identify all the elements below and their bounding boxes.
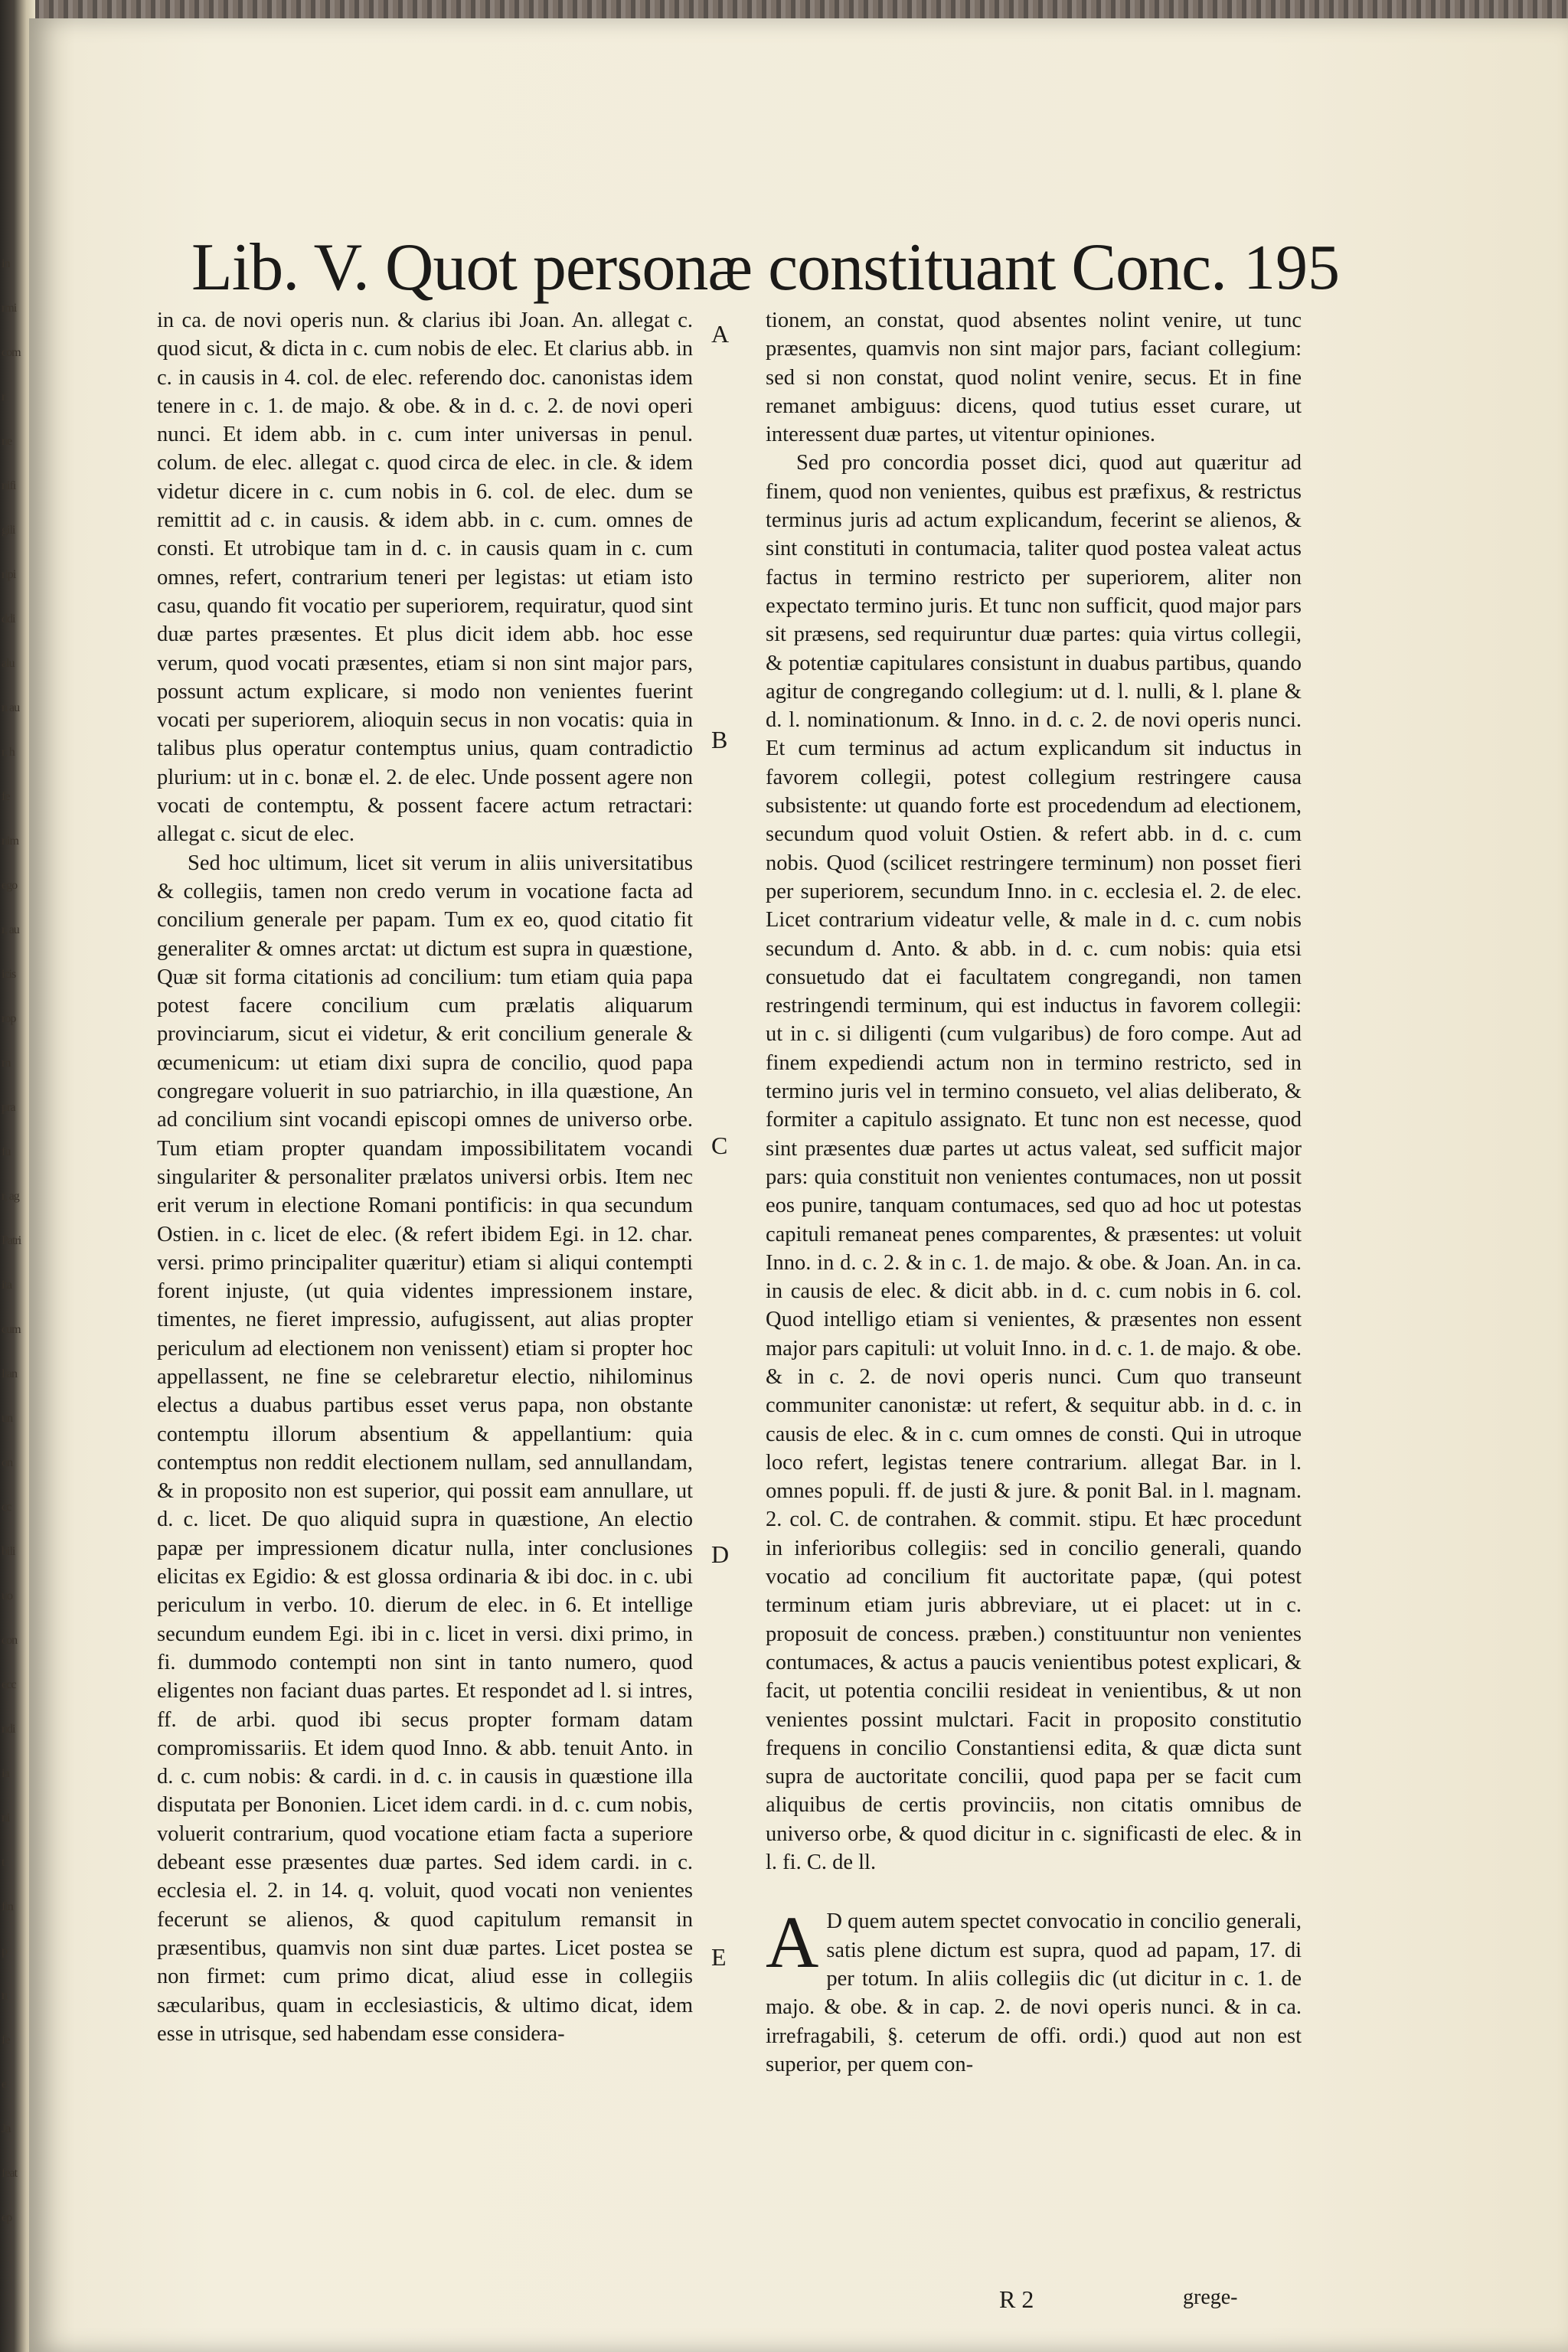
facing-page-fragment: un (2, 1412, 12, 1425)
facing-page-fragment: m (2, 1057, 13, 1070)
facing-page-fragment: t (2, 1856, 5, 1869)
facing-page-fragment: in (2, 257, 10, 270)
facing-page-fragment: feat (2, 2167, 17, 2180)
facing-page-fragment: lian (2, 1367, 17, 1380)
facing-page-fragment: r, au (2, 923, 19, 936)
facing-page-fragment: n (2, 1989, 7, 2002)
facing-page-fragment: nifi (2, 479, 16, 492)
facing-page-fragment: ne (2, 435, 12, 448)
facing-page-fragment: uo (2, 1589, 12, 1602)
facing-page-fragment: rop (2, 1012, 16, 1025)
catchword: grege- (1183, 2285, 1238, 2309)
facing-page-fragment: fe (2, 790, 10, 803)
margin-letter-c: C (711, 1132, 728, 1159)
facing-page-fragment: r (2, 390, 5, 403)
facing-page-fragment: n au (2, 701, 20, 714)
left-text-column (157, 306, 693, 2048)
paragraph: tionem, an constat, quod absentes nolint venire, ut tunc præsentes, quamvis non sint major pars, faciant collegium: sed si non constat, quod nolint venire, secus. Et in fine remanet ambiguus: dicens, quod tutius esset curare, ut interessent duæ partes, ut vitentur opiniones. (766, 309, 1302, 447)
facing-page-fragment: ego (2, 879, 18, 892)
facing-page-fragment: ecc (2, 1678, 16, 1691)
running-title: Lib. V. Quot personæ constituant Conc. (191, 230, 1227, 305)
facing-page-fragment: p (2, 1945, 7, 1958)
facing-page-fragment: r, ag (2, 1190, 19, 1203)
facing-page-fragment: fin (2, 1900, 13, 1913)
facing-page-fragment: com (2, 346, 21, 359)
section-paragraph-text: D quem autem spectet convocatio in concilio generali, satis plene dictum est supra, quod ad papam, 17. di per totum. In aliis collegiis dic (ut dicitur in c. 1. de majo. & obe. & in cap. 2. de novi operis nunci. & in ca. irrefragabili, §. ceterum de offi. ordi.) quod aut non est superior, per quem con- (766, 1909, 1302, 2076)
facing-page-fragment: r, h (2, 746, 15, 759)
facing-page-fragment: fu (2, 1145, 11, 1158)
paragraph: Sed hoc ultimum, licet sit verum in aliis universitatibus & collegiis, tamen non credo verum in vocatione facta ad concilium generale per papam. Tum ex eo, quod citatio fit generaliter & omnes arctat: ut dictum est supra in quæstione, Quæ sit forma citationis ad concilium: tum etiam quia papa potest facere concilium cum prælatis aliquarum provinciarum, sicut ei videtur, & erit concilium generale & œcumenicum: ut etiam dixi supra de concilio, quod papa congregare voluerit in suo patriarchio, in illa quæstione, An ad concilium sint vocandi episcopi omnes de universo orbe. Tum etiam propter quandam impossibilitatem vocandi singulariter & personaliter prælatos universi orbis. Item nec erit verum in electione Romani pontificis: in qua secundum Ostien. in c. licet de elec. (& refert ibidem Egi. in 12. char. versi. primo principaliter quæritur) etiam si aliqui contempti forent injuste, (ut quia videntes impressionem instare, timentes, ne fieret impressio, aufugissent, aut alias propter periculum ad electionem non venissent) etiam si propter hoc appellassent, ne fine se celebraretur electio, nihilominus electus a duabus partibus esset verus papa, non obstante contemptu illorum absentium & appellantium: quia contemptus non reddit electionem nullam, sed annullandam, & in proposito non est superior, qui possit eam annullare, ut d. c. licet. De quo aliquid supra in quæstione, An electio papæ per impressionem dicatur nulla, inter conclusiones elicitas ex Egidio: & est glossa ordinaria & ibi doc. in c. ubi periculum in verbo. 10. dierum de elec. in 6. Et intellige secundum eundem Egi. ibi in c. licet in versi. dixi primo, in fi. dummodo contempti non sint in tanto numero, quod eligentes non faciant duas partes. Et respondet ad l. si intres, ff. de arbi. quod ibi secus propter formam datam compromissariis. Et idem quod Inno. & abb. tenuit Anto. in d. c. cum nobis: & cardi. in d. c. in causis in quæstione illa disputata per Bononien. Licet idem cardi. in d. c. cum nobis, voluerit contrarium, quod vocatione etiam facta a superiore debeant esse præsentes duæ partes. Sed idem cardi. in c. ecclesia el. 2. in 14. q. voluit, quod vocati non venientes fecerunt se alienos, & quod capitulum remansit in præsentibus, quamvis non sint duæ partes. Licet postea se non firmet: cum primo dicat, aliud esse in collegiis sæcularibus, quam in ecclesiasticis, & ultimo dicat, idem esse in utrisque, sed habendam esse considera- (157, 851, 693, 2046)
facing-page-fragment: cc (2, 1501, 11, 1514)
signature-mark: R 2 (999, 2285, 1034, 2313)
paragraph: Sed pro concordia posset dici, quod aut quæritur ad finem, quod non venientes, quibus est præfixus, & restrictus terminus juris ad actum explicandum, fecerint se alienos, & sint constituti in contumacia, taliter quod postea valeat actus factus in termino restricto per superiorem, aliter non expectato termino juris. Et tunc non sufficit, quod major pars sit præsens, sed requiruntur duæ partes: quia virtus collegii, & potentiæ capitulares consistunt in duabus partibus, quando agitur de congregando collegium: ut d. l. nulli, & l. plane & d. l. nominationum. & Inno. in d. c. 2. de novi operis nunci. Et cum terminus ad actum explicandum sit inductus in favorem collegii, potest collegium restringere causa subsistente: ut quando forte est procedendum ad electionem, secundum quod voluit Ostien. & refert abb. in d. c. cum nobis. Quod (scilicet restringere terminum) non posset fieri per superiorem, secundum Inno. in c. ecclesia el. 2. de elec. Licet contrarium videatur velle, & male in d. c. cum nobis secundum d. Anto. & abb. in d. c. cum nobis: quia etsi consuetudo dat ei facultatem congregandi, non tamen restringendi terminum, qui est inductus in favorem collegii: ut in c. si diligenti (cum vulgaribus) de foro compe. Aut ad finem expediendi actum non in termino restricto, sed in termino juris vel in termino consueto, vel alias deliberato, & formiter a capitulo assignato. Et tunc non est necesse, quod sint præsentes duæ partes ut actus valeat, sed sufficit major pars: quia constituit non venientes contumaces, non ut possit eos punire, tanquam contumaces, sed quo ad hoc ut potestas capituli remaneat penes comparentes, & præsentes: ut voluit Inno. in d. c. 2. & in c. 1. de majo. & obe. & Joan. An. in ca. in causis de elec. & dicit abb. in d. c. cum nobis in 6. col. Quod intelligo etiam si venientes, & præsentes non essent major pars capituli: ut voluit Inno. in d. c. 1. de majo. & obe. & in c. 2. de novi operis nunci. Cum quo transeunt communiter canonistæ: ut refert, & sequitur abb. in d. c. in causis de elec. & in c. cum omnes de consti. Qui in utroque loco refert, legistas tenere contrarium. allegat Bar. in l. omnes populi. ff. de justi & jure. & ponit Bal. in l. magnam. 2. col. C. de contrahen. & commit. stipu. Et hæc procedunt in inferioribus collegiis: sed in concilio generali, quando vocatio ad concilium fit auctoritate papæ, (qui potest terminum etiam juris abbreviare, ut ei placet: ut in c. proposuit de concess. præben.) constituuntur non venientes contumaces, & actus a paucis venientibus potest explicari, & facit, ut potentia concilii resideat in venientibus, & ut non venientes possint mulctari. Facit in proposito constitutio frequens in concilio Constantiensi edita, & quæ dicta sunt supra de auctoritate concilii, quod papa per se facit cum aliquibus de certis provinciis, non citatis omnibus de universo orbe, & quod dicitur in c. significasti de elec. & in l. fi. C. de ll. (766, 451, 1302, 1875)
facing-page-fragment: pra (2, 1101, 15, 1114)
section-paragraph (766, 1901, 1302, 2079)
facing-page-fragment: Ja (2, 2122, 11, 2135)
facing-page-fragment: ndi (2, 1723, 15, 1736)
paragraph: in ca. de novi operis nun. & clarius ibi Joan. An. allegat c. quod sicut, & dicta in c. cum nobis de elec. Et clarius abb. in c. in causis in 4. col. de elec. referendo doc. canonistas idem tenere in c. 1. de majo. & obe. & in d. c. 2. de novi operi nunci. Et idem abb. in c. cum inter universas in penul. colum. de elec. allegat c. quod circa de elec. in cle. & idem videtur dicere in c. cum nobis in 6. col. de elec. dum se remittit ad c. in causis. & idem abb. in c. cum. omnes de consti. Et utrobique tam in d. c. in causis quam in c. cum omnes, refert, contrarium teneri per legistas: ut etiam isto casu, quando fit vocatio per superiorem, requiratur, quod sint duæ partes præsentes. Et plus dicit idem abb. hoc esse verum, quod vocati præsentes, etiam si non sint major pars, possunt actum explicare, si modo non venientes fuerint vocati per superiorem, alioquin secus in non vocatis: quia in talibus plus operatur contemptus unius, quam contradictio plurium: ut in c. bonæ el. 2. de elec. Unde possent agere non vocati de contemptu, & possent facere actum retractari: allegat c. sicut de elec. (157, 309, 693, 847)
margin-letter-e: E (711, 1943, 727, 1971)
margin-letter-a: A (711, 320, 730, 348)
facing-page-fragment: ep (2, 2211, 12, 2224)
margin-letter-b: B (711, 726, 728, 753)
facing-page-fragment: gili (2, 524, 15, 537)
facing-page-fragment: on (2, 1456, 12, 1469)
facing-page-fragment: ia (2, 1767, 9, 1780)
facing-page-fragment: nim (2, 835, 18, 848)
margin-letter-d: D (711, 1540, 730, 1568)
facing-page-fragment: fe (2, 2034, 10, 2047)
page-number: 195 (1243, 232, 1340, 303)
facing-page-fragment: alu (2, 657, 15, 670)
facing-page-fragment: ddi (2, 612, 15, 626)
facing-page-fragment: con (2, 1634, 18, 1647)
facing-page-fragment: Patri (2, 1234, 21, 1247)
facing-page-fragment: rmi (2, 302, 17, 315)
facing-page-fragment: icis (2, 968, 16, 981)
facing-page-fragment: ita (2, 1279, 11, 1292)
facing-page-fragment: cum (2, 1323, 21, 1336)
facing-page-fragment: ripi (2, 568, 16, 581)
facing-page-fragment: bili (2, 1545, 15, 1558)
drop-cap: A (766, 1901, 819, 1984)
facing-page-fragment: e (2, 2078, 7, 2091)
right-text-column (766, 306, 1302, 2079)
facing-page-fragment: ni (2, 1811, 10, 1824)
